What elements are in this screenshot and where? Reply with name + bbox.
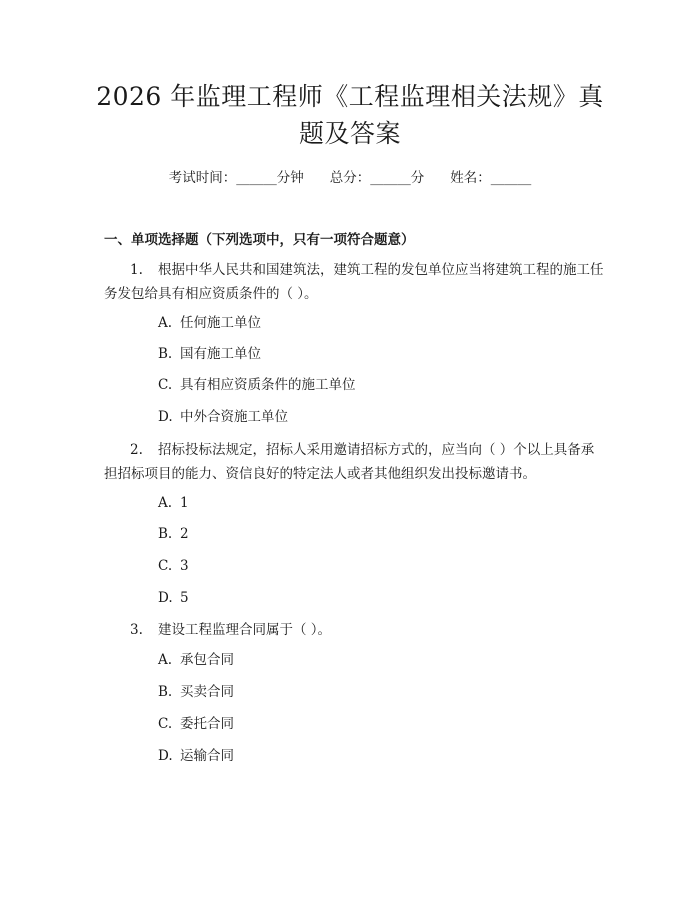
option-letter: D. <box>158 409 173 425</box>
question-number: 1. <box>130 262 143 278</box>
option-3-b <box>158 682 234 702</box>
question-text: 根据中华人民共和国建筑法，建筑工程的发包单位应当将建筑工程的施工任务发包给具有相应资质条件的（ ）。 <box>104 262 604 302</box>
option-2-c <box>158 556 189 576</box>
option-3-c <box>158 714 234 734</box>
exam-time-label: 考试时间：______分钟 <box>168 170 304 186</box>
option-letter: C. <box>158 716 173 732</box>
question-text: 建设工程监理合同属于（ ）。 <box>158 622 332 638</box>
option-letter: B. <box>158 684 173 700</box>
question-number: 2. <box>130 442 143 458</box>
section-heading: 一、单项选择题（下列选项中，只有一项符合题意） <box>104 232 415 248</box>
option-1-a <box>158 313 261 333</box>
option-text: 委托合同 <box>180 716 234 732</box>
option-text: 国有施工单位 <box>180 346 261 362</box>
option-2-d <box>158 588 189 608</box>
document-title <box>0 78 700 152</box>
name-label: 姓名：______ <box>450 170 532 186</box>
option-2-b <box>158 524 189 544</box>
option-text: 3 <box>180 558 189 574</box>
exam-meta <box>0 168 700 188</box>
option-text: 承包合同 <box>180 652 234 668</box>
question-text: 招标投标法规定，招标人采用邀请招标方式的，应当向（ ）个以上具备承担招标项目的能力、资信良好的特定法人或者其他组织发出投标邀请书。 <box>104 442 595 482</box>
option-letter: C. <box>158 558 173 574</box>
option-letter: A. <box>158 495 173 511</box>
option-letter: A. <box>158 315 173 331</box>
option-1-b <box>158 344 261 364</box>
option-text: 2 <box>180 526 189 542</box>
option-3-a <box>158 650 234 670</box>
option-letter: B. <box>158 526 173 542</box>
option-1-d <box>158 407 288 427</box>
option-letter: A. <box>158 652 173 668</box>
title-line-2: 题及答案 <box>298 119 401 148</box>
option-text: 5 <box>180 590 189 606</box>
option-text: 1 <box>180 495 189 511</box>
option-letter: D. <box>158 748 173 764</box>
option-letter: B. <box>158 346 173 362</box>
question-2 <box>104 438 604 486</box>
option-text: 任何施工单位 <box>180 315 261 331</box>
option-letter: C. <box>158 377 173 393</box>
option-3-d <box>158 746 234 766</box>
question-number: 3. <box>130 622 143 638</box>
total-score-label: 总分：______分 <box>329 170 425 186</box>
option-1-c <box>158 375 356 395</box>
option-2-a <box>158 493 189 513</box>
title-line-1: 2026 年监理工程师《工程监理相关法规》真 <box>96 82 604 111</box>
option-text: 中外合资施工单位 <box>180 409 288 425</box>
option-text: 具有相应资质条件的施工单位 <box>180 377 356 393</box>
option-text: 运输合同 <box>180 748 234 764</box>
option-text: 买卖合同 <box>180 684 234 700</box>
question-1 <box>104 258 604 306</box>
option-letter: D. <box>158 590 173 606</box>
question-3 <box>104 618 604 642</box>
